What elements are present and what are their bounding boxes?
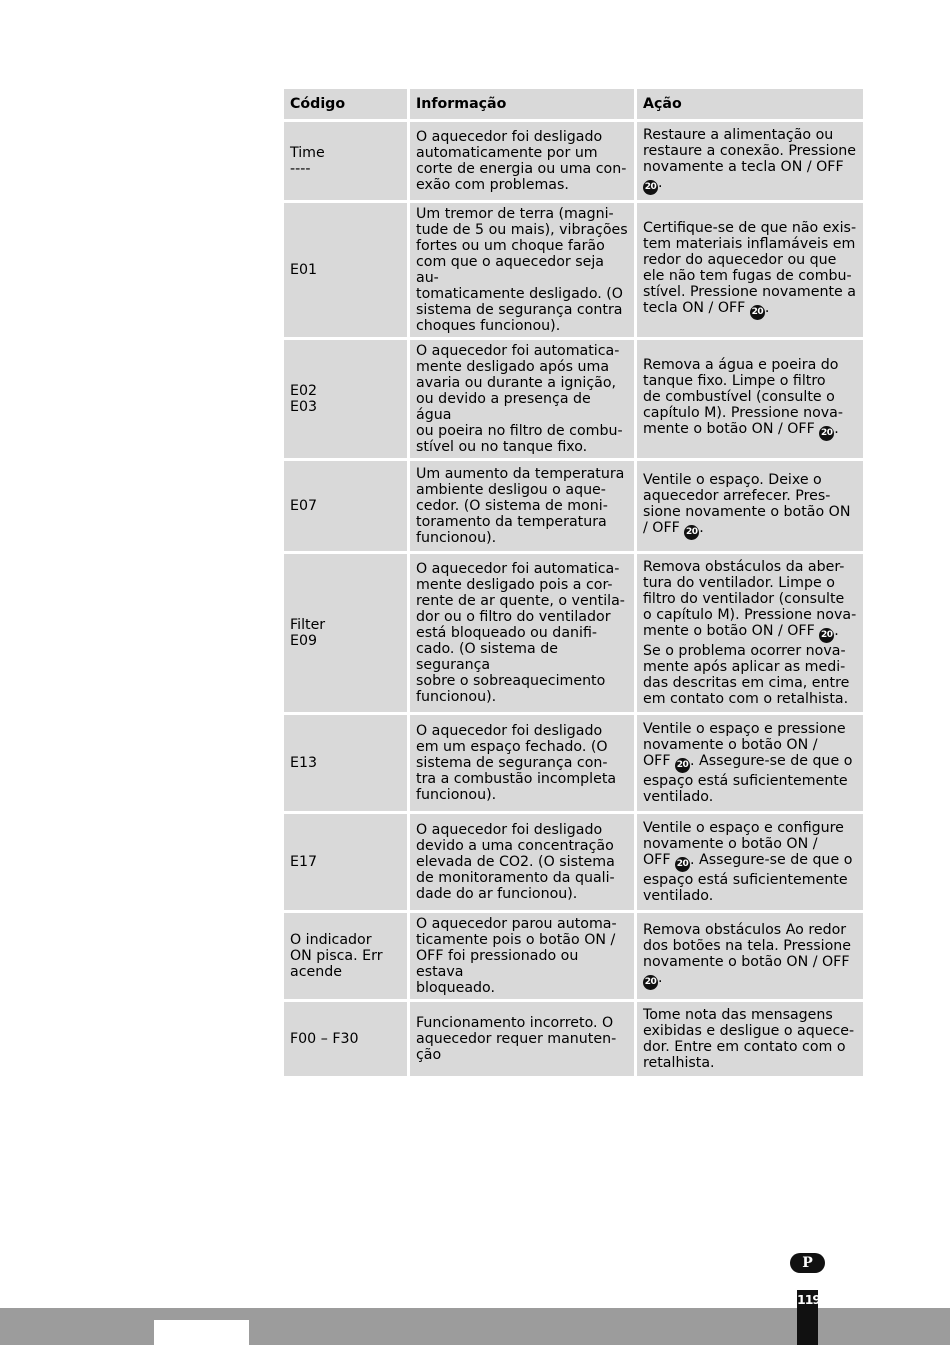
- button-20-icon: 20: [750, 305, 765, 320]
- row-code: E02 E03: [284, 340, 407, 458]
- language-badge: P: [790, 1253, 825, 1273]
- row-code: O indicador ON pisca. Err acende: [284, 913, 407, 999]
- table-row: [284, 1002, 863, 1076]
- button-20-icon: 20: [675, 758, 690, 773]
- row-info: O aquecedor foi desligado em um espaço fechado. (O sistema de segurança con- tra a combustão incompleta funcionou).: [410, 715, 634, 811]
- button-20-icon: 20: [819, 426, 834, 441]
- header-info: Informação: [410, 89, 634, 119]
- row-code: Time ----: [284, 122, 407, 200]
- row-action: Remova obstáculos da aber- tura do ventilador. Limpe o filtro do ventilador (consulte o capítulo M). Pressione nova- mente o botão ON / OFF 20 . Se o problema ocorrer nova- mente após aplicar as medi- das descritas em cima, entre em contato com o retalhista.: [637, 554, 863, 712]
- button-20-icon: 20: [819, 628, 834, 643]
- row-action: Ventile o espaço. Deixe o aquecedor arrefecer. Pres- sione novamente o botão ON / OFF 20 .: [637, 461, 863, 551]
- table-row: [284, 122, 863, 200]
- row-info: Um tremor de terra (magni- tude de 5 ou mais), vibrações fortes ou um choque farão com que o aquecedor seja au- tomaticamente desligado. (O sistema de segurança contra choques funcionou).: [410, 203, 634, 337]
- error-code-table: [281, 86, 866, 1079]
- row-info: O aquecedor foi automatica- mente desligado pois a cor- rente de ar quente, o ventila- dor ou o filtro do ventilador está bloqueado ou danifi- cado. (O sistema de segurança sobre o sobreaquecimento funcionou).: [410, 554, 634, 712]
- row-code: Filter E09: [284, 554, 407, 712]
- page-number: 119: [797, 1292, 821, 1307]
- row-action: Certifique-se de que não exis- tem materiais inflamáveis em redor do aquecedor ou que ele não tem fugas de combu- stível. Pressione novamente a tecla ON / OFF 20 .: [637, 203, 863, 337]
- button-20-icon: 20: [675, 857, 690, 872]
- table-row: [284, 715, 863, 811]
- row-code: E13: [284, 715, 407, 811]
- row-action: Restaure a alimentação ou restaure a conexão. Pressione novamente a tecla ON / OFF 20 .: [637, 122, 863, 200]
- table-header-row: [284, 89, 863, 119]
- footer-blank-block: [154, 1320, 249, 1345]
- row-code: F00 – F30: [284, 1002, 407, 1076]
- row-code: E01: [284, 203, 407, 337]
- row-info: O aquecedor foi desligado automaticamente por um corte de energia ou uma con- exão com problemas.: [410, 122, 634, 200]
- row-action: Tome nota das mensagens exibidas e desligue o aquece- dor. Entre em contato com o retalhista.: [637, 1002, 863, 1076]
- row-action: Ventile o espaço e configure novamente o botão ON / OFF 20 . Assegure-se de que o espaço está suficientemente ventilado.: [637, 814, 863, 910]
- row-action: Remova a água e poeira do tanque fixo. Limpe o filtro de combustível (consulte o capítulo M). Pressione nova- mente o botão ON / OFF 20 .: [637, 340, 863, 458]
- row-info: O aquecedor parou automa- ticamente pois o botão ON / OFF foi pressionado ou estava bloqueado.: [410, 913, 634, 999]
- button-20-icon: 20: [643, 975, 658, 990]
- table-row: [284, 203, 863, 337]
- table-row: [284, 461, 863, 551]
- row-action: Ventile o espaço e pressione novamente o botão ON / OFF 20 . Assegure-se de que o espaço está suficientemente ventilado.: [637, 715, 863, 811]
- row-info: O aquecedor foi desligado devido a uma concentração elevada de CO2. (O sistema de monitoramento da quali- dade do ar funcionou).: [410, 814, 634, 910]
- row-info: O aquecedor foi automatica- mente desligado após uma avaria ou durante a ignição, ou devido a presença de água ou poeira no filtro de combu- stível ou no tanque fixo.: [410, 340, 634, 458]
- button-20-icon: 20: [643, 180, 658, 195]
- table-row: [284, 340, 863, 458]
- table-row: [284, 814, 863, 910]
- row-code: E17: [284, 814, 407, 910]
- row-action: Remova obstáculos Ao redor dos botões na tela. Pressione novamente o botão ON / OFF 20 .: [637, 913, 863, 999]
- button-20-icon: 20: [684, 525, 699, 540]
- table-row: [284, 554, 863, 712]
- row-code: E07: [284, 461, 407, 551]
- header-code: Código: [284, 89, 407, 119]
- row-info: Um aumento da temperatura ambiente desligou o aque- cedor. (O sistema de moni- toramento da temperatura funcionou).: [410, 461, 634, 551]
- header-action: Ação: [637, 89, 863, 119]
- table-row: [284, 913, 863, 999]
- row-info: Funcionamento incorreto. O aquecedor requer manuten- ção: [410, 1002, 634, 1076]
